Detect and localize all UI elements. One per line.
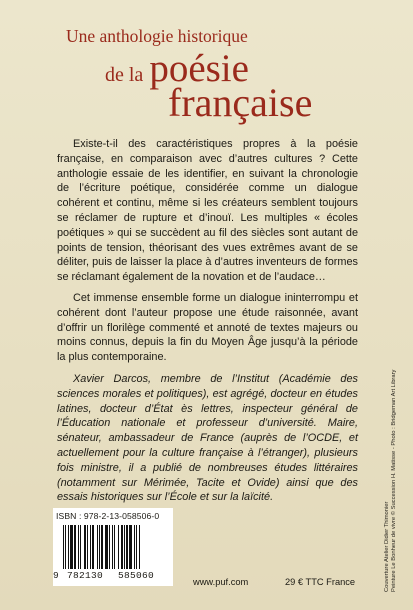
blurb-paragraph-1: Existe-t-il des caractéristiques propres à la poésie française, en comparaison avec d’autres cultures ? Cette anthologie essaie de les identifier, en suivant la chronologie de l’écriture poétique, considérée comme un dialogue cohérent et continu, même si les créateurs semblent toujours se réclamer de rupture et d’inouï. Les multiples « écoles poétiques » qui se succèdent au fil des siècles sont autant de points de tension, théorisant des vues extrêmes avant de se déliter, puis de laisser la place à d’autres inventeurs de formes se réclamant également de la novation et de l’audace… [57, 138, 358, 284]
barcode-bar [118, 525, 119, 569]
isbn-barcode-box [53, 508, 173, 586]
barcode-bar [74, 525, 76, 569]
price: 29 € TTC France [285, 577, 356, 587]
barcode-bar [68, 525, 69, 569]
blurb [57, 137, 358, 371]
barcode-digit-prefix: 9 [53, 570, 60, 581]
barcode-bar [78, 525, 79, 569]
title-line-1: Une anthologie historique [66, 26, 248, 46]
barcode-digits-right: 585060 [118, 570, 155, 581]
isbn-label: ISBN : 978-2-13-058506-0 [56, 511, 160, 521]
credit-line-1: Couverture Atelier Didier Thimonier [384, 501, 390, 592]
barcode-bar [92, 525, 94, 569]
barcode-bar [80, 525, 81, 569]
barcode-bar [114, 525, 115, 569]
barcode-bar [109, 525, 110, 569]
title-poesie: poésie [149, 47, 249, 90]
barcode-digits-left: 782130 [67, 570, 104, 581]
barcode-bar [121, 525, 123, 569]
author-bio-text: Xavier Darcos, membre de l’Institut (Académie des sciences morales et politiques), est agrégé, docteur en études latines, docteur d’État ès lettres, inspecteur général de l’Éducation nationale et professeur d’université. Maire, sénateur, ambassadeur de France (auprès de l’OCDE, et actuellement pour la culture française à l’étranger), plusieurs fois ministre, il a publié de nombreuses études littéraires (notamment sur Mérimée, Tacite et Ovide) ainsi que des essais historiques sur l’École et sur la laïcité. [57, 373, 358, 504]
barcode-bar [136, 525, 137, 569]
barcode-bar [126, 525, 128, 569]
barcode-bar [63, 525, 64, 569]
author-bio [57, 372, 358, 505]
title-de-la: de la [105, 64, 144, 86]
publisher-website: www.puf.com [193, 577, 249, 587]
barcode-icon [59, 525, 167, 569]
barcode-bar [99, 525, 100, 569]
title-line-3: française [168, 80, 313, 125]
barcode-bar [124, 525, 125, 569]
barcode-bar [112, 525, 113, 569]
barcode-bar [134, 525, 135, 569]
barcode-bar [101, 525, 103, 569]
barcode-bar [65, 525, 66, 569]
barcode-bar [129, 525, 132, 569]
blurb-paragraph-2: Cet immense ensemble forme un dialogue ininterrompu et cohérent dont l’auteur propose une étude raisonnée, avant d’offrir un florilège commenté et annoté de textes majeurs ou moins connus, depuis la fin du Moyen Âge jusqu’à la période la plus contemporaine. [57, 291, 358, 364]
barcode-bar [87, 525, 88, 569]
barcode-bar [97, 525, 98, 569]
barcode-bar [84, 525, 86, 569]
credit-line-2: Peinture Le Bonheur de vivre © Succession H. Matisse - Photo : Bridgeman Art Library [391, 369, 398, 592]
barcode-bar [90, 525, 91, 569]
cover-credits [384, 370, 399, 592]
barcode-bar [139, 525, 140, 569]
barcode-bar [105, 525, 108, 569]
barcode-bar [70, 525, 73, 569]
